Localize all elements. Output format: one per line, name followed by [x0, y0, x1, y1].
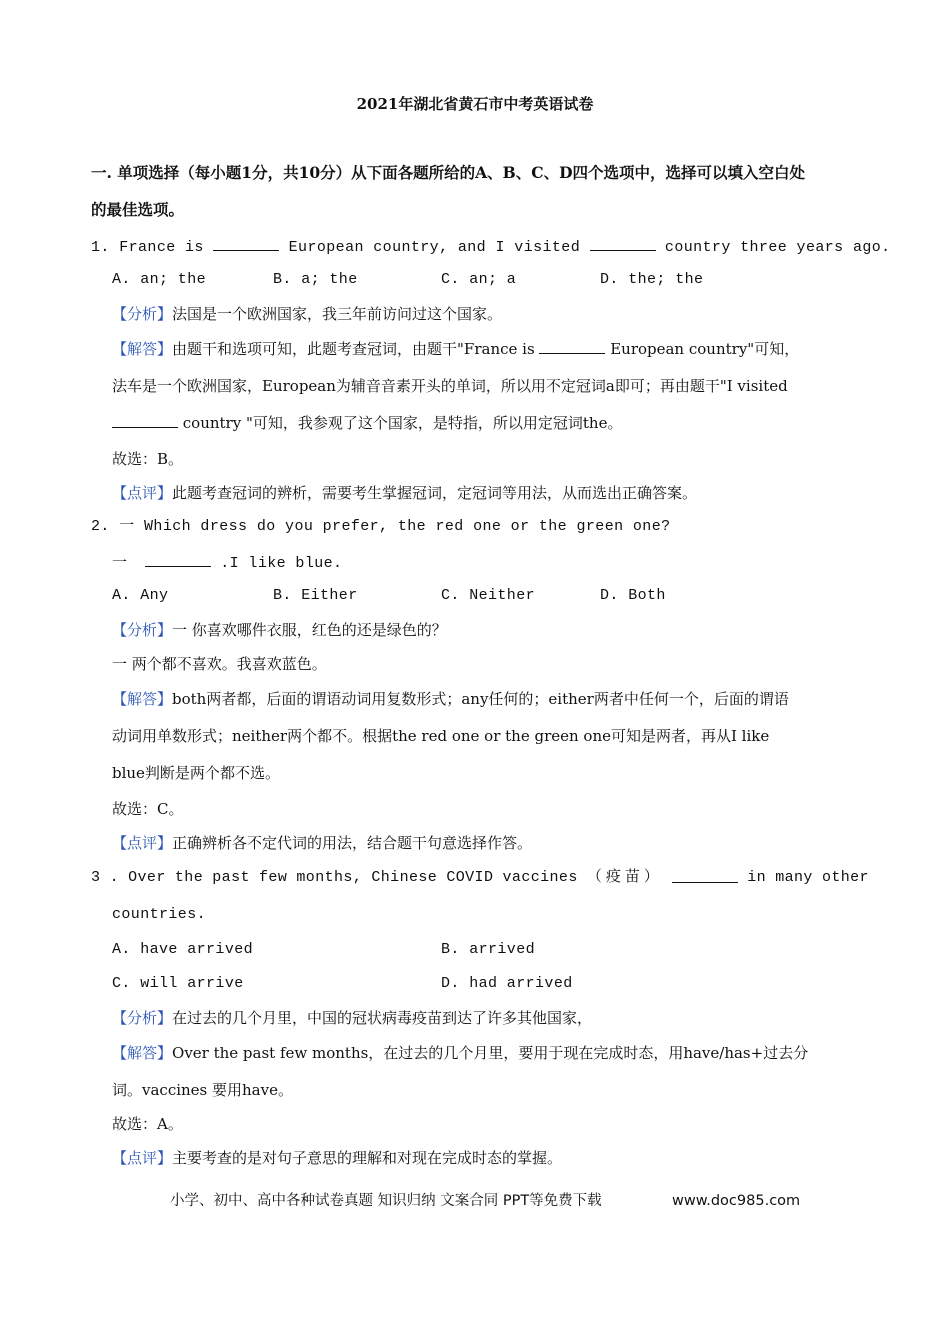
option-b: B. Either: [273, 587, 358, 604]
question-3-stem: 3 . Over the past few months, Chinese COVID vaccines （疫苗） in many other: [91, 869, 869, 886]
analysis-line: 【分析】一 你喜欢哪件衣服，红色的还是绿色的？: [112, 621, 447, 639]
comment-line: 【点评】主要考查的是对句子意思的理解和对现在完成时态的掌握。: [112, 1149, 563, 1167]
analysis-line: 【分析】在过去的几个月里，中国的冠状病毒疫苗到达了许多其他国家，: [112, 1009, 593, 1027]
question-number: 1.: [91, 239, 110, 256]
analysis-tag: 【分析】: [112, 1009, 173, 1027]
stem-text: 一 Which dress do you prefer, the red one or the green one?: [119, 518, 671, 535]
question-2-reply: 一 .I like blue.: [112, 552, 342, 574]
answer-line: 【解答】由题干和选项可知，此题考查冠词，由题干"France is European country"可知，: [112, 340, 800, 358]
answer-blank: [590, 236, 656, 251]
answer-line: 【解答】both两者都，后面的谓语动词用复数形式；any任何的；either两者中任何一个，后面的谓语: [112, 690, 789, 708]
question-number: 2.: [91, 518, 110, 535]
choose-line: 故选：A。: [112, 1115, 183, 1133]
answer-blank: [145, 552, 211, 567]
choose-line: 故选：B。: [112, 450, 184, 468]
answer-line: 动词用单数形式；neither两个都不。根据the red one or the green one可知是两者，再从I like: [112, 727, 770, 745]
stem-text: country three years ago.: [664, 239, 891, 256]
answer-line: 法车是一个欧洲国家，European为辅音音素开头的单词，所以用不定冠词a即可；再由题干"I visited: [112, 377, 788, 395]
option-d: D. Both: [600, 587, 666, 604]
answer-line: 【解答】Over the past few months，在过去的几个月里，要用于现在完成时态，用have/has+过去分: [112, 1044, 809, 1062]
option-d: D. had arrived: [441, 975, 573, 992]
choose-line: 故选：C。: [112, 800, 184, 818]
question-2-stem: [91, 517, 671, 537]
option-c: C. will arrive: [112, 975, 244, 992]
answer-blank: [672, 868, 738, 883]
option-b: B. arrived: [441, 941, 536, 958]
answer-tag: 【解答】: [112, 690, 173, 708]
option-a: A. an; the: [112, 271, 207, 288]
section-heading-line2: 的最佳选项。: [91, 200, 185, 219]
comment-line: 【点评】此题考查冠词的辨析，需要考生掌握冠词，定冠词等用法，从而选出正确答案。: [112, 484, 698, 502]
answer-blank: [539, 339, 605, 354]
analysis-tag: 【分析】: [112, 621, 173, 639]
answer-line: 词。vaccines 要用have。: [112, 1081, 293, 1099]
answer-blank: [112, 413, 178, 428]
option-d: D. the; the: [600, 271, 704, 288]
stem-text: France is: [119, 239, 204, 256]
analysis-line: 一 两个都不喜欢。我喜欢蓝色。: [112, 655, 327, 673]
comment-tag: 【点评】: [112, 834, 173, 852]
comment-tag: 【点评】: [112, 1149, 173, 1167]
stem-text: European country, and I visited: [288, 239, 581, 256]
footer-link[interactable]: www.doc985.com: [672, 1193, 801, 1209]
analysis-tag: 【分析】: [112, 305, 173, 323]
comment-line: 【点评】正确辨析各不定代词的用法，结合题干句意选择作答。: [112, 834, 533, 852]
page-title: 2021年湖北省黄石市中考英语试卷: [356, 95, 594, 113]
answer-tag: 【解答】: [112, 1044, 173, 1062]
option-b: B. a; the: [273, 271, 358, 288]
option-a: A. have arrived: [112, 941, 254, 958]
answer-line: country "可知，我参观了这个国家，是特指，所以用定冠词the。: [112, 413, 622, 433]
option-c: C. an; a: [441, 271, 517, 288]
question-number: 3: [91, 869, 101, 886]
option-a: A. Any: [112, 587, 169, 604]
question-3-stem-cont: countries.: [112, 906, 207, 923]
question-1-stem: [91, 236, 891, 258]
footer-text: 小学、初中、高中各种试卷真题 知识归纳 文案合同 PPT等免费下载: [170, 1193, 602, 1209]
answer-blank: [213, 236, 279, 251]
option-c: C. Neither: [441, 587, 536, 604]
analysis-line: 【分析】法国是一个欧洲国家，我三年前访问过这个国家。: [112, 305, 503, 323]
answer-tag: 【解答】: [112, 340, 173, 358]
comment-tag: 【点评】: [112, 484, 173, 502]
answer-line: blue判断是两个都不选。: [112, 764, 280, 782]
section-heading-line1: 一. 单项选择（每小题1分，共10分）从下面各题所给的A、B、C、D四个选项中，选择可以填入空白处: [91, 163, 806, 182]
